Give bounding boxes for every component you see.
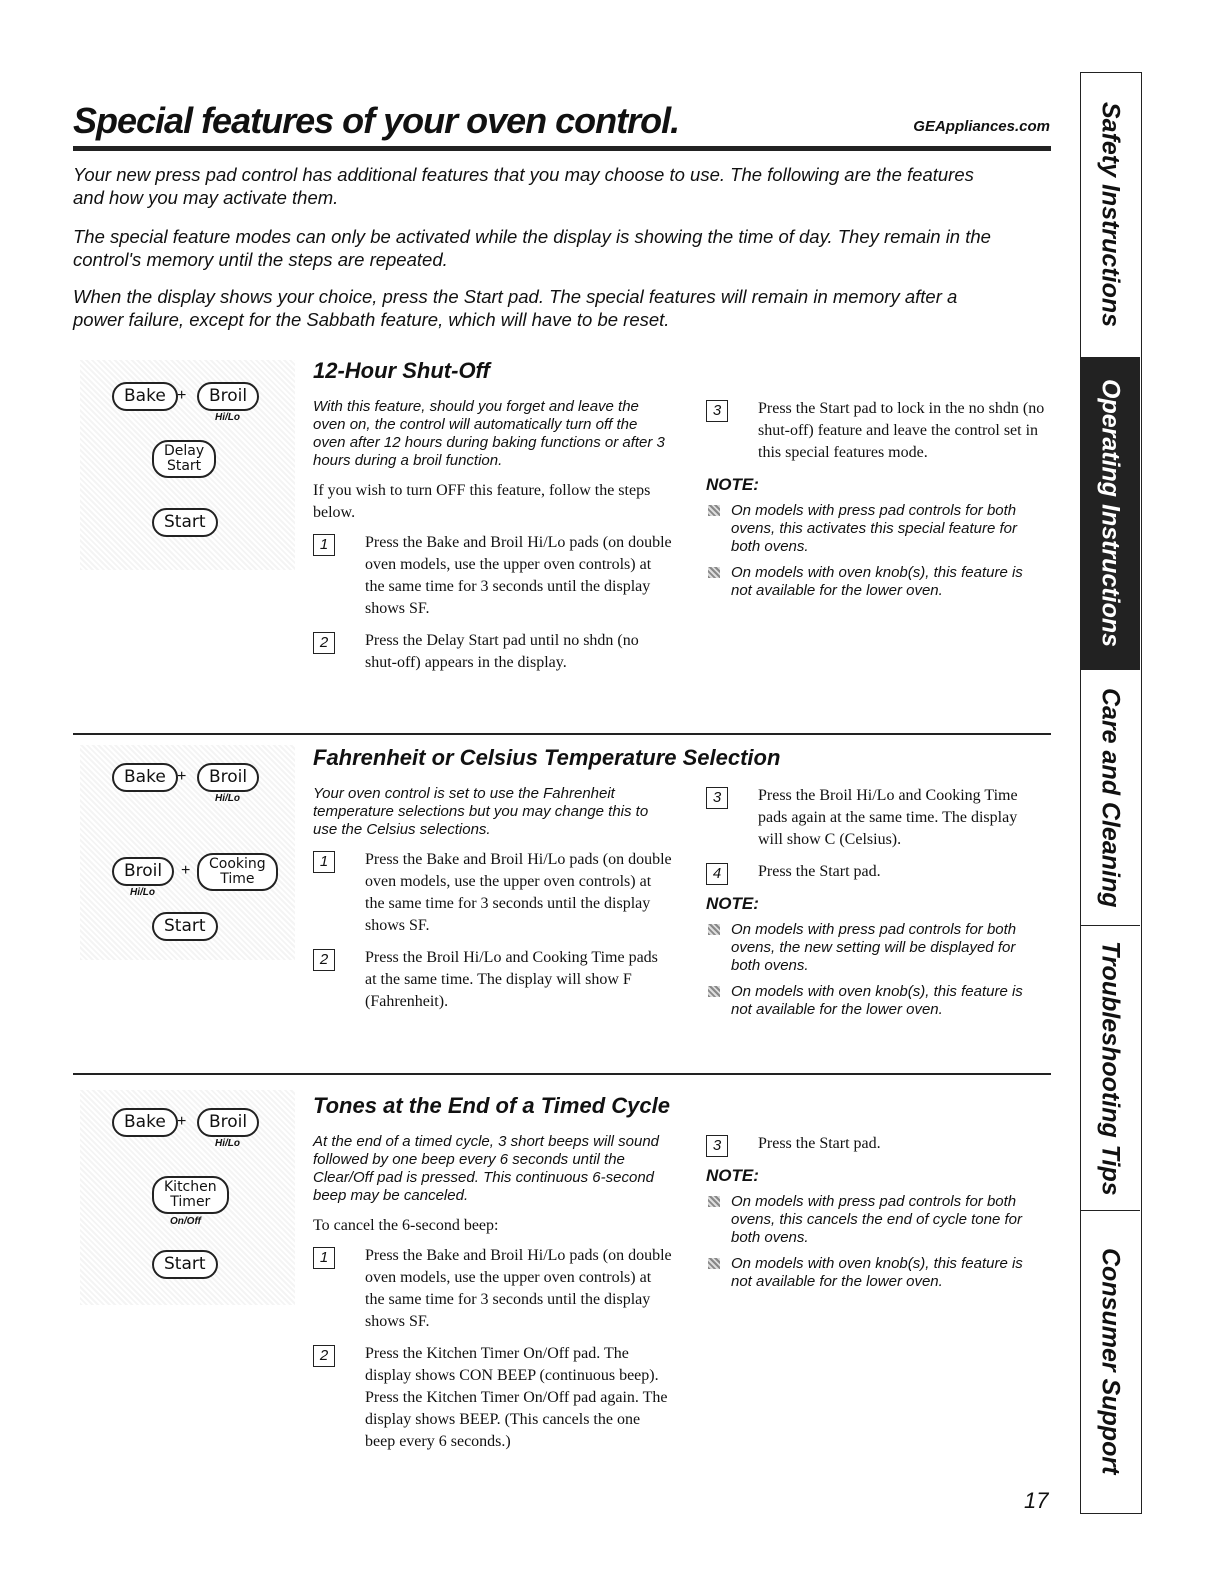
step-number: 1 <box>313 534 335 556</box>
step-text: Press the Bake and Broil Hi/Lo pads (on double oven models, use the upper oven controls) at the same time for 3 seconds until the display shows SF. <box>365 1247 672 1330</box>
step-3 <box>706 1133 1046 1155</box>
hi-lo-label: Hi/Lo <box>215 412 240 423</box>
section-lead: If you wish to turn OFF this feature, follow the steps below. <box>313 482 651 521</box>
step-number: 4 <box>706 863 728 885</box>
cooking-time-pad <box>197 853 278 891</box>
step-text: Press the Bake and Broil Hi/Lo pads (on double oven models, use the upper oven controls) at the same time for 3 seconds until the display shows SF. <box>365 534 672 617</box>
step-number: 3 <box>706 787 728 809</box>
step-text: Press the Broil Hi/Lo and Cooking Time pads again at the same time. The display will show C (Celsius). <box>758 787 1018 848</box>
step-4 <box>706 861 1046 883</box>
kitchen-timer-pad <box>152 1176 229 1214</box>
note-bullet: On models with press pad controls for both ovens, this activates this special feature for both ovens. <box>706 502 1046 556</box>
hi-lo-label: Hi/Lo <box>215 1138 240 1149</box>
section-temperature-left <box>313 785 673 1023</box>
pad-line: Time <box>220 871 255 887</box>
hi-lo-label: Hi/Lo <box>215 793 240 804</box>
section-tones-left <box>313 1133 673 1463</box>
note-bullet: On models with oven knob(s), this feature is not available for the lower oven. <box>706 1255 1046 1291</box>
delay-start-pad <box>152 440 216 478</box>
step-number: 1 <box>313 1247 335 1269</box>
plus-sign: + <box>181 862 191 879</box>
pad-line: Cooking <box>209 856 266 872</box>
bake-pad: Bake <box>112 382 178 411</box>
tab-consumer-support[interactable] <box>1080 1210 1140 1512</box>
hi-lo-label: Hi/Lo <box>130 887 155 898</box>
note-heading: NOTE: <box>706 475 759 494</box>
tab-label: Care and Cleaning <box>1096 687 1125 908</box>
step-1 <box>313 849 673 937</box>
tab-label: Troubleshooting Tips <box>1096 940 1125 1196</box>
step-number: 2 <box>313 1345 335 1367</box>
section-description: Your oven control is set to use the Fahrenheit temperature selections but you may change this to use the Celsius selections. <box>313 785 649 838</box>
section-12hour-right <box>706 398 1046 608</box>
pad-line: Delay <box>164 443 205 459</box>
section-title-temperature: Fahrenheit or Celsius Temperature Selection <box>313 745 781 770</box>
broil-pad: Broil <box>197 1108 259 1137</box>
section-temperature-right <box>706 785 1046 1027</box>
step-number: 3 <box>706 1135 728 1157</box>
pad-illustration-12hour <box>80 360 295 570</box>
note-bullet: On models with oven knob(s), this feature is not available for the lower oven. <box>706 983 1046 1019</box>
title-rule <box>73 146 1051 151</box>
step-number: 3 <box>706 400 728 422</box>
step-1 <box>313 1245 673 1333</box>
section-description: With this feature, should you forget and leave the oven on, the control will automatically turn off the oven after 12 hours during baking functions or after 3 hours during a broil function. <box>313 398 665 469</box>
step-2 <box>313 1343 673 1453</box>
step-2 <box>313 947 673 1013</box>
broil-pad: Broil <box>197 763 259 792</box>
step-number: 1 <box>313 851 335 873</box>
note-heading: NOTE: <box>706 894 759 913</box>
tab-safety-instructions[interactable] <box>1080 72 1140 357</box>
step-3 <box>706 785 1046 851</box>
note-heading: NOTE: <box>706 1166 759 1185</box>
tab-troubleshooting-tips[interactable] <box>1080 925 1140 1210</box>
pad-line: Kitchen <box>164 1179 217 1195</box>
start-pad: Start <box>152 508 218 537</box>
section-title-12hour: 12-Hour Shut-Off <box>313 358 490 383</box>
broil-pad: Broil <box>197 382 259 411</box>
step-text: Press the Start pad. <box>758 863 881 880</box>
pad-illustration-temperature <box>80 745 295 960</box>
step-text: Press the Kitchen Timer On/Off pad. The display shows CON BEEP (continuous beep). Press the Kitchen Timer On/Off pad again. The display shows BEEP. (This cancels the one beep every 6 seconds.) <box>365 1345 668 1450</box>
intro-paragraph-3: When the display shows your choice, press the Start pad. The special features will remain in memory after a power failure, except for the Sabbath feature, which will have to be reset. <box>73 286 958 330</box>
page-number: 17 <box>1024 1488 1049 1513</box>
pad-illustration-tones <box>80 1090 295 1305</box>
step-text: Press the Delay Start pad until no shdn (no shut-off) appears in the display. <box>365 632 639 671</box>
plus-sign: + <box>177 387 187 404</box>
plus-sign: + <box>177 1113 187 1130</box>
pad-line: Start <box>166 458 202 474</box>
step-3 <box>706 398 1046 464</box>
tab-label: Consumer Support <box>1096 1248 1125 1475</box>
page-title: Special features of your oven control. <box>73 100 680 141</box>
step-text: Press the Start pad to lock in the no shdn (no shut-off) feature and leave the control set in this special features mode. <box>758 400 1045 461</box>
section-title-tones: Tones at the End of a Timed Cycle <box>313 1093 670 1118</box>
start-pad: Start <box>152 912 218 941</box>
section-12hour-left <box>313 398 673 684</box>
step-number: 2 <box>313 949 335 971</box>
section-divider <box>73 1073 1051 1075</box>
start-pad: Start <box>152 1250 218 1279</box>
tab-care-and-cleaning[interactable] <box>1080 669 1140 925</box>
on-off-label: On/Off <box>170 1216 201 1227</box>
section-lead: To cancel the 6-second beep: <box>313 1217 499 1234</box>
step-text: Press the Start pad. <box>758 1135 881 1152</box>
note-bullet: On models with press pad controls for both ovens, the new setting will be displayed for both ovens. <box>706 921 1046 975</box>
step-2 <box>313 630 673 674</box>
tab-label: Operating Instructions <box>1096 379 1125 648</box>
step-text: Press the Broil Hi/Lo and Cooking Time pads at the same time. The display will show F (Fahrenheit). <box>365 949 658 1010</box>
bake-pad: Bake <box>112 763 178 792</box>
intro-paragraph-2: The special feature modes can only be activated while the display is showing the time of day. They remain in the control's memory until the steps are repeated. <box>73 226 991 270</box>
note-bullet: On models with oven knob(s), this feature is not available for the lower oven. <box>706 564 1046 600</box>
bake-pad: Bake <box>112 1108 178 1137</box>
section-divider <box>73 733 1051 735</box>
intro-paragraph-1: Your new press pad control has additional features that you may choose to use. The following are the features and how you may activate them. <box>73 164 974 208</box>
note-bullet: On models with press pad controls for both ovens, this cancels the end of cycle tone for both ovens. <box>706 1193 1046 1247</box>
tab-operating-instructions[interactable] <box>1080 357 1140 669</box>
plus-sign: + <box>177 768 187 785</box>
site-url: GEAppliances.com <box>913 118 1050 135</box>
step-text: Press the Bake and Broil Hi/Lo pads (on double oven models, use the upper oven controls) at the same time for 3 seconds until the display shows SF. <box>365 851 672 934</box>
pad-line: Timer <box>170 1194 211 1210</box>
broil-pad: Broil <box>112 857 174 886</box>
step-1 <box>313 532 673 620</box>
section-description: At the end of a timed cycle, 3 short beeps will sound followed by one beep every 6 seconds until the Clear/Off pad is pressed. This continuous 6-second beep may be canceled. <box>313 1133 660 1204</box>
section-tones-right <box>706 1133 1046 1299</box>
step-number: 2 <box>313 632 335 654</box>
tab-label: Safety Instructions <box>1096 101 1125 328</box>
